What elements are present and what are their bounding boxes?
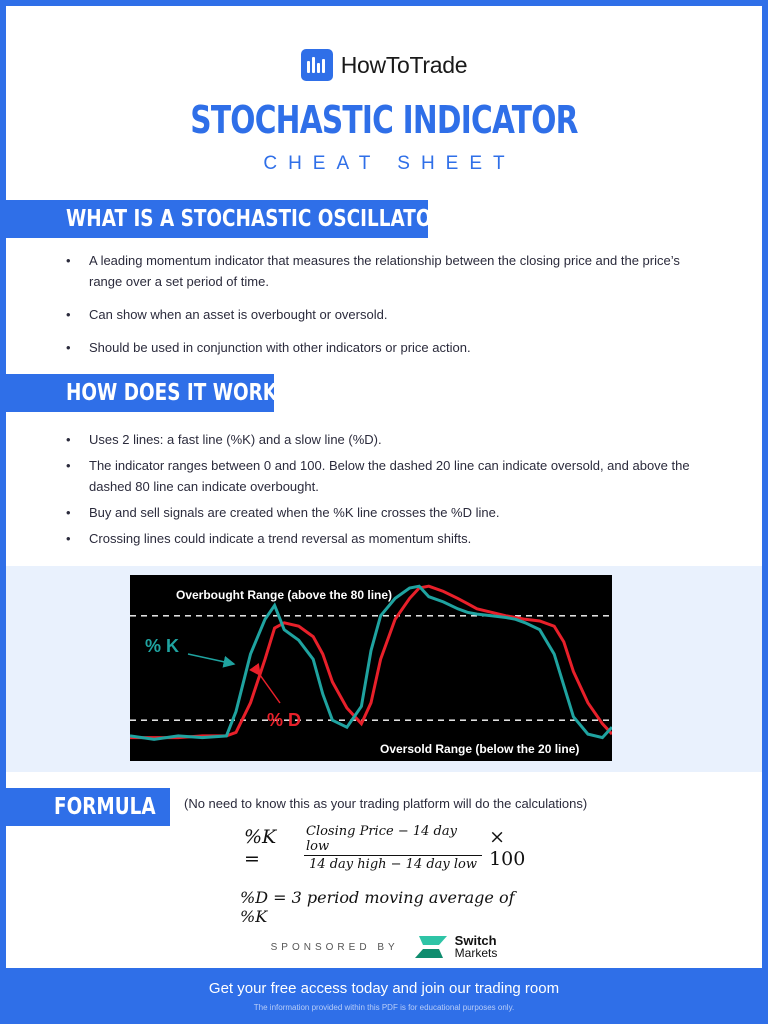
bar-chart-icon xyxy=(301,49,333,81)
list-item: • A leading momentum indicator that measures the relationship between the closing price and the price’s range over a set period of time. xyxy=(66,250,706,292)
k-formula-multiplier: × 100 xyxy=(489,826,526,870)
sponsor-label: SPONSORED BY xyxy=(270,941,399,953)
k-formula-fraction xyxy=(304,824,482,872)
stochastic-chart xyxy=(130,575,612,761)
d-line-series xyxy=(130,586,612,737)
page-title: STOCHASTIC INDICATOR xyxy=(190,98,578,142)
switch-markets-logo[interactable] xyxy=(411,934,498,960)
sponsor-name-line2: Markets xyxy=(454,946,498,960)
cheat-sheet-page xyxy=(6,6,762,968)
footer-cta-link[interactable]: Get your free access today and join our trading room xyxy=(208,980,560,997)
footer-disclaimer: The information provided within this PDF is for educational purposes only. xyxy=(253,1003,515,1012)
k-formula-numerator: Closing Price − 14 day low xyxy=(304,824,482,856)
overbought-annotation: Overbought Range (above the 80 line) xyxy=(176,588,393,602)
section-heading-formula-text: FORMULA xyxy=(54,794,156,820)
k-formula-lhs: %K = xyxy=(244,826,277,870)
d-label-arrow xyxy=(260,675,280,703)
section-heading-how-text: HOW DOES IT WORK? xyxy=(66,380,288,406)
what-bullet-list xyxy=(66,250,706,358)
sponsor-name-line1: Switch xyxy=(454,933,497,948)
list-item: • The indicator ranges between 0 and 100. Below the dashed 20 line can indicate oversold, and above the dashed 80 line can indicate overbought. xyxy=(66,455,706,497)
formula-block xyxy=(220,824,546,926)
list-item: • Crossing lines could indicate a trend reversal as momentum shifts. xyxy=(66,528,706,549)
page-subtitle: CHEAT SHEET xyxy=(263,153,516,174)
oversold-annotation: Oversold Range (below the 20 line) xyxy=(380,742,580,756)
k-label-arrow xyxy=(188,654,234,664)
formula-note: (No need to know this as your trading platform will do the calculations) xyxy=(184,796,588,811)
list-item: • Buy and sell signals are created when the %K line crosses the %D line. xyxy=(66,502,706,523)
section-heading-what-text: WHAT IS A STOCHASTIC OSCILLATOR? xyxy=(66,206,457,232)
brand-name: HowToTrade xyxy=(340,51,468,78)
d-line-label: % D xyxy=(267,710,302,730)
switch-markets-icon xyxy=(411,934,451,960)
k-line-label: % K xyxy=(145,636,180,656)
d-formula: %D = 3 period moving average of %K xyxy=(240,888,515,926)
list-item: • Can show when an asset is overbought or oversold. xyxy=(66,304,706,325)
list-item: • Uses 2 lines: a fast line (%K) and a slow line (%D). xyxy=(66,429,706,450)
how-bullet-list xyxy=(66,429,706,549)
list-item: • Should be used in conjunction with other indicators or price action. xyxy=(66,337,706,358)
section-heading-formula xyxy=(6,788,170,826)
section-heading-what xyxy=(6,200,457,238)
sponsor-block[interactable] xyxy=(6,934,762,960)
k-line-series xyxy=(130,586,612,739)
section-heading-how xyxy=(6,374,288,412)
brand-logo[interactable] xyxy=(6,49,762,81)
k-formula xyxy=(244,824,546,872)
k-formula-denominator: 14 day high − 14 day low xyxy=(309,857,478,872)
stochastic-chart-svg xyxy=(130,575,612,761)
